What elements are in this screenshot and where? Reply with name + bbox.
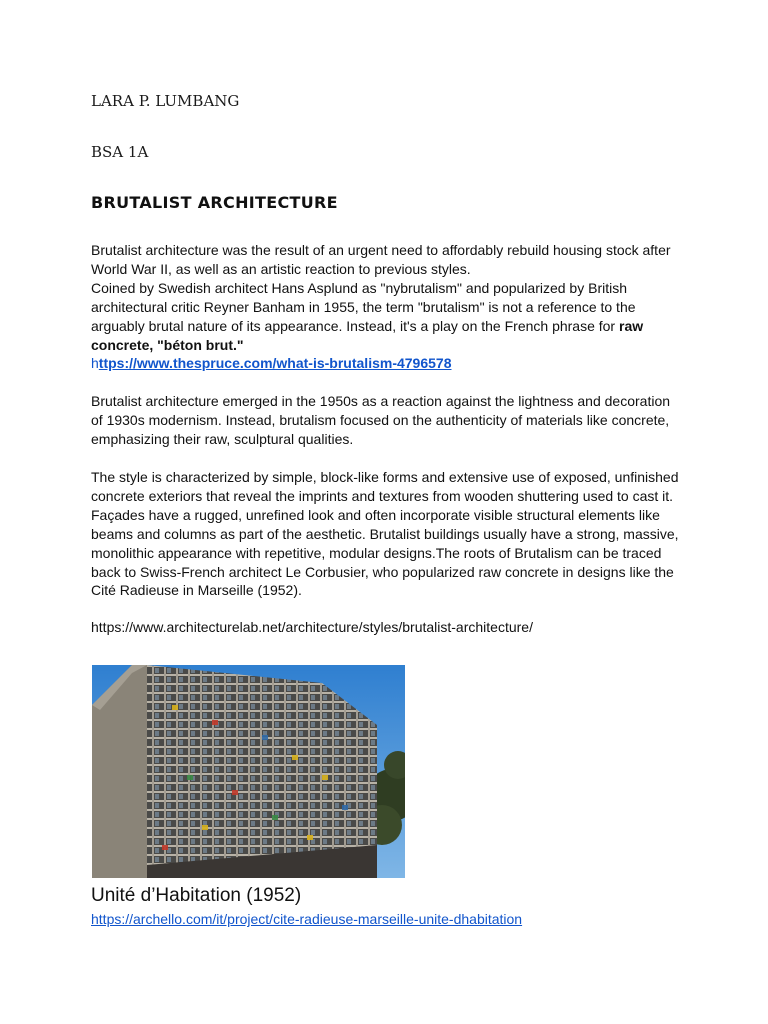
paragraph-style: The style is characterized by simple, block-like forms and extensive use of exposed, unfinished concrete exteriors that reveal the imprints and textures from wooden shuttering used to cast it. Façades have a rugged, unrefined look and often incorporate visible structural elements like beams and columns as part of the aesthetic. Brutalist buildings usually have a strong, massive, monolithic appearance with repetitive, modular designs.The roots of Brutalism can be traced back to Swiss-French architect Le Corbusier, who popularized raw concrete in designs like the Cité Radieuse in Marseille (1952). xyxy=(91,469,679,599)
figure-caption: Unité d’Habitation (1952) xyxy=(91,885,302,906)
unite-habitation-photo xyxy=(92,665,405,878)
intro-coined: Coined by Swedish architect Hans Asplund as "nybrutalism" and popularized by British architectural critic Reyner Banham in 1955, the term "brutalism" is not a reference to the arguably brutal nature of its appearance. Instead, it's a play on the French phrase for xyxy=(91,279,636,334)
archello-link[interactable]: https://archello.com/it/project/cite-radieuse-marseille-unite-dhabitation xyxy=(91,911,523,927)
intro-sentence: Brutalist architecture was the result of an urgent need to affordably rebuild housing stock after World War II, as well as an artistic reaction to previous styles. xyxy=(91,242,671,277)
link-prefix: h xyxy=(91,355,99,372)
intro-bold-phrase: raw concrete, "béton brut." xyxy=(91,317,644,353)
paragraph-emergence: Brutalist architecture emerged in the 1950s as a reaction against the lightness and decoration of 1930s modernism. Instead, brutalism focused on the authenticity of materials like concrete, emphasizing their raw, sculptural qualities. xyxy=(91,393,671,447)
author-name: LARA P. LUMBANG xyxy=(91,92,240,110)
architecturelab-url: https://www.architecturelab.net/architecture/styles/brutalist-architecture/ xyxy=(91,619,533,635)
thespruce-link[interactable]: ttps://www.thespruce.com/what-is-brutalism-4796578 xyxy=(98,355,452,372)
paragraph-intro xyxy=(91,241,683,373)
class-section: BSA 1A xyxy=(91,143,149,161)
document-title: BRUTALIST ARCHITECTURE xyxy=(91,193,338,212)
